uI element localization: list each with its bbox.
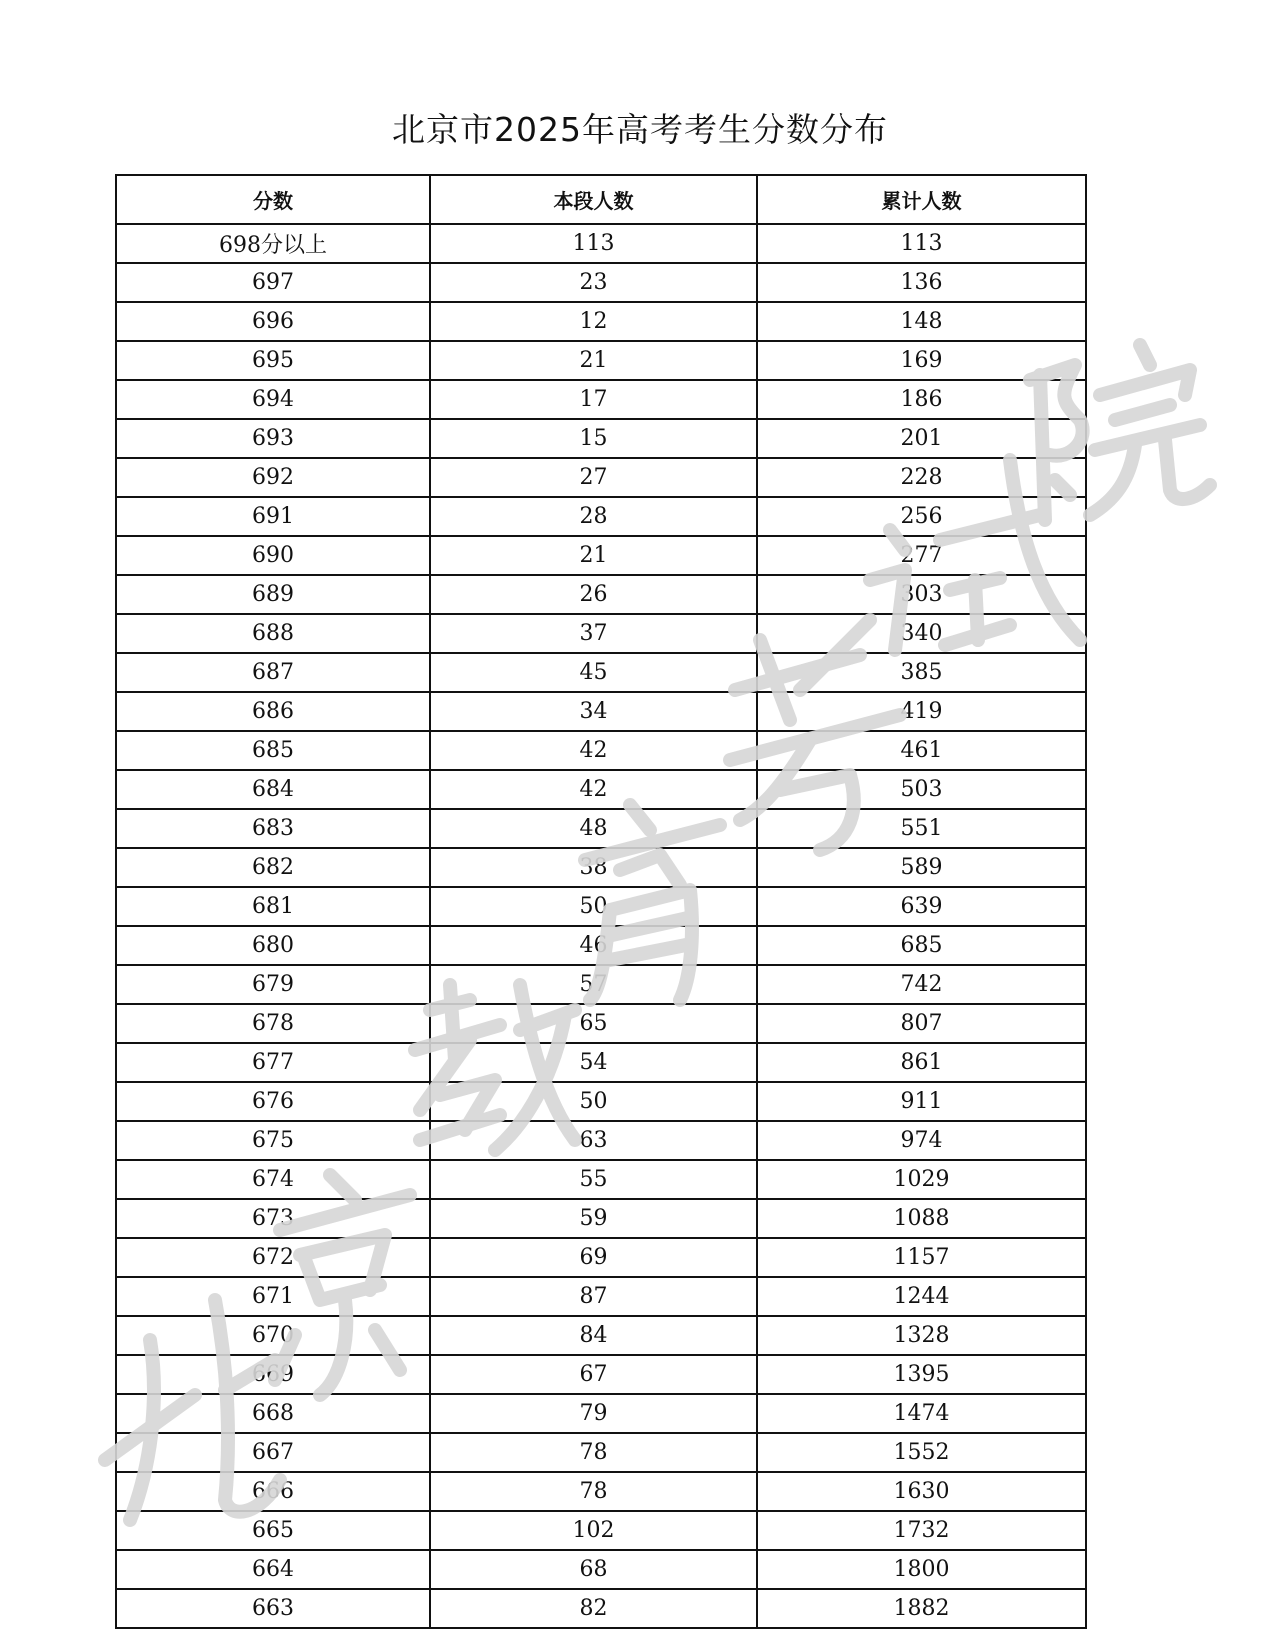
segment-count-cell: 46 bbox=[430, 926, 757, 965]
cumulative-count-cell: 1882 bbox=[757, 1589, 1086, 1628]
table-row bbox=[116, 1355, 1086, 1394]
segment-count-cell: 12 bbox=[430, 302, 757, 341]
table-row bbox=[116, 302, 1086, 341]
segment-count-cell: 78 bbox=[430, 1472, 757, 1511]
score-cell: 690 bbox=[116, 536, 430, 575]
cumulative-count-cell: 1552 bbox=[757, 1433, 1086, 1472]
score-cell: 685 bbox=[116, 731, 430, 770]
cumulative-count-cell: 639 bbox=[757, 887, 1086, 926]
segment-count-cell: 26 bbox=[430, 575, 757, 614]
cumulative-count-cell: 385 bbox=[757, 653, 1086, 692]
cumulative-count-cell: 303 bbox=[757, 575, 1086, 614]
table-row bbox=[116, 419, 1086, 458]
score-distribution-table-container bbox=[115, 174, 1085, 1629]
cumulative-count-cell: 169 bbox=[757, 341, 1086, 380]
score-cell: 686 bbox=[116, 692, 430, 731]
score-cell: 668 bbox=[116, 1394, 430, 1433]
score-cell: 667 bbox=[116, 1433, 430, 1472]
cumulative-count-cell: 148 bbox=[757, 302, 1086, 341]
score-cell: 666 bbox=[116, 1472, 430, 1511]
table-row bbox=[116, 731, 1086, 770]
segment-count-cell: 67 bbox=[430, 1355, 757, 1394]
table-row bbox=[116, 341, 1086, 380]
score-cell: 673 bbox=[116, 1199, 430, 1238]
table-row bbox=[116, 848, 1086, 887]
table-row bbox=[116, 614, 1086, 653]
cumulative-count-cell: 1732 bbox=[757, 1511, 1086, 1550]
cumulative-count-cell: 742 bbox=[757, 965, 1086, 1004]
segment-count-cell: 45 bbox=[430, 653, 757, 692]
cumulative-count-cell: 503 bbox=[757, 770, 1086, 809]
table-row bbox=[116, 458, 1086, 497]
segment-count-cell: 113 bbox=[430, 224, 757, 263]
cumulative-count-cell: 974 bbox=[757, 1121, 1086, 1160]
cumulative-count-cell: 911 bbox=[757, 1082, 1086, 1121]
table-row bbox=[116, 926, 1086, 965]
segment-count-cell: 15 bbox=[430, 419, 757, 458]
score-cell: 674 bbox=[116, 1160, 430, 1199]
table-row bbox=[116, 1472, 1086, 1511]
score-cell: 672 bbox=[116, 1238, 430, 1277]
table-row bbox=[116, 1199, 1086, 1238]
table-row bbox=[116, 965, 1086, 1004]
score-cell: 691 bbox=[116, 497, 430, 536]
table-header-row bbox=[116, 175, 1086, 224]
segment-count-cell: 79 bbox=[430, 1394, 757, 1433]
score-cell: 681 bbox=[116, 887, 430, 926]
table-row bbox=[116, 887, 1086, 926]
table-row bbox=[116, 575, 1086, 614]
segment-count-cell: 102 bbox=[430, 1511, 757, 1550]
segment-count-cell: 23 bbox=[430, 263, 757, 302]
cumulative-count-cell: 589 bbox=[757, 848, 1086, 887]
cumulative-count-cell: 685 bbox=[757, 926, 1086, 965]
segment-count-cell: 82 bbox=[430, 1589, 757, 1628]
segment-count-cell: 55 bbox=[430, 1160, 757, 1199]
segment-count-cell: 17 bbox=[430, 380, 757, 419]
segment-count-cell: 48 bbox=[430, 809, 757, 848]
segment-count-cell: 63 bbox=[430, 1121, 757, 1160]
segment-count-cell: 65 bbox=[430, 1004, 757, 1043]
segment-count-cell: 34 bbox=[430, 692, 757, 731]
segment-count-cell: 59 bbox=[430, 1199, 757, 1238]
cumulative-count-cell: 136 bbox=[757, 263, 1086, 302]
cumulative-count-cell: 256 bbox=[757, 497, 1086, 536]
segment-count-cell: 50 bbox=[430, 887, 757, 926]
page-title: 北京市2025年高考考生分数分布 bbox=[392, 110, 888, 149]
cumulative-count-cell: 228 bbox=[757, 458, 1086, 497]
table-row bbox=[116, 1043, 1086, 1082]
score-cell: 665 bbox=[116, 1511, 430, 1550]
score-distribution-table bbox=[115, 174, 1087, 1629]
score-cell: 683 bbox=[116, 809, 430, 848]
segment-count-cell: 42 bbox=[430, 731, 757, 770]
score-cell: 680 bbox=[116, 926, 430, 965]
segment-count-cell: 87 bbox=[430, 1277, 757, 1316]
cumulative-count-cell: 807 bbox=[757, 1004, 1086, 1043]
score-cell: 678 bbox=[116, 1004, 430, 1043]
score-cell: 689 bbox=[116, 575, 430, 614]
cumulative-count-cell: 340 bbox=[757, 614, 1086, 653]
table-row bbox=[116, 1394, 1086, 1433]
score-cell: 670 bbox=[116, 1316, 430, 1355]
table-row bbox=[116, 809, 1086, 848]
header-cumulative-count: 累计人数 bbox=[757, 175, 1086, 224]
score-cell: 676 bbox=[116, 1082, 430, 1121]
table-row bbox=[116, 536, 1086, 575]
score-cell: 692 bbox=[116, 458, 430, 497]
score-cell: 677 bbox=[116, 1043, 430, 1082]
score-cell: 696 bbox=[116, 302, 430, 341]
cumulative-count-cell: 113 bbox=[757, 224, 1086, 263]
score-cell: 694 bbox=[116, 380, 430, 419]
cumulative-count-cell: 1244 bbox=[757, 1277, 1086, 1316]
table-row bbox=[116, 1121, 1086, 1160]
segment-count-cell: 68 bbox=[430, 1550, 757, 1589]
score-cell: 664 bbox=[116, 1550, 430, 1589]
cumulative-count-cell: 1029 bbox=[757, 1160, 1086, 1199]
score-cell: 688 bbox=[116, 614, 430, 653]
cumulative-count-cell: 201 bbox=[757, 419, 1086, 458]
score-cell: 671 bbox=[116, 1277, 430, 1316]
table-row bbox=[116, 224, 1086, 263]
table-row bbox=[116, 1277, 1086, 1316]
cumulative-count-cell: 1630 bbox=[757, 1472, 1086, 1511]
score-cell: 669 bbox=[116, 1355, 430, 1394]
table-row bbox=[116, 1433, 1086, 1472]
header-segment-count: 本段人数 bbox=[430, 175, 757, 224]
score-cell: 693 bbox=[116, 419, 430, 458]
table-row bbox=[116, 1160, 1086, 1199]
segment-count-cell: 21 bbox=[430, 341, 757, 380]
table-row bbox=[116, 1004, 1086, 1043]
cumulative-count-cell: 551 bbox=[757, 809, 1086, 848]
score-cell: 679 bbox=[116, 965, 430, 1004]
score-cell: 684 bbox=[116, 770, 430, 809]
table-row bbox=[116, 1550, 1086, 1589]
segment-count-cell: 57 bbox=[430, 965, 757, 1004]
score-cell: 697 bbox=[116, 263, 430, 302]
cumulative-count-cell: 1157 bbox=[757, 1238, 1086, 1277]
score-cell: 675 bbox=[116, 1121, 430, 1160]
segment-count-cell: 42 bbox=[430, 770, 757, 809]
cumulative-count-cell: 1474 bbox=[757, 1394, 1086, 1433]
segment-count-cell: 37 bbox=[430, 614, 757, 653]
score-cell: 663 bbox=[116, 1589, 430, 1628]
cumulative-count-cell: 277 bbox=[757, 536, 1086, 575]
segment-count-cell: 69 bbox=[430, 1238, 757, 1277]
table-row bbox=[116, 770, 1086, 809]
cumulative-count-cell: 861 bbox=[757, 1043, 1086, 1082]
segment-count-cell: 27 bbox=[430, 458, 757, 497]
segment-count-cell: 50 bbox=[430, 1082, 757, 1121]
table-row bbox=[116, 1238, 1086, 1277]
table-row bbox=[116, 1511, 1086, 1550]
cumulative-count-cell: 461 bbox=[757, 731, 1086, 770]
segment-count-cell: 84 bbox=[430, 1316, 757, 1355]
score-cell: 682 bbox=[116, 848, 430, 887]
cumulative-count-cell: 186 bbox=[757, 380, 1086, 419]
table-row bbox=[116, 380, 1086, 419]
cumulative-count-cell: 1088 bbox=[757, 1199, 1086, 1238]
table-row bbox=[116, 1316, 1086, 1355]
cumulative-count-cell: 419 bbox=[757, 692, 1086, 731]
cumulative-count-cell: 1395 bbox=[757, 1355, 1086, 1394]
table-row bbox=[116, 497, 1086, 536]
cumulative-count-cell: 1800 bbox=[757, 1550, 1086, 1589]
table-row bbox=[116, 1589, 1086, 1628]
header-score: 分数 bbox=[116, 175, 430, 224]
table-row bbox=[116, 1082, 1086, 1121]
table-row bbox=[116, 653, 1086, 692]
segment-count-cell: 38 bbox=[430, 848, 757, 887]
table-body bbox=[116, 224, 1086, 1628]
table-row bbox=[116, 263, 1086, 302]
score-cell: 698分以上 bbox=[116, 224, 430, 263]
segment-count-cell: 21 bbox=[430, 536, 757, 575]
segment-count-cell: 78 bbox=[430, 1433, 757, 1472]
segment-count-cell: 28 bbox=[430, 497, 757, 536]
score-cell: 695 bbox=[116, 341, 430, 380]
table-row bbox=[116, 692, 1086, 731]
score-cell: 687 bbox=[116, 653, 430, 692]
cumulative-count-cell: 1328 bbox=[757, 1316, 1086, 1355]
segment-count-cell: 54 bbox=[430, 1043, 757, 1082]
